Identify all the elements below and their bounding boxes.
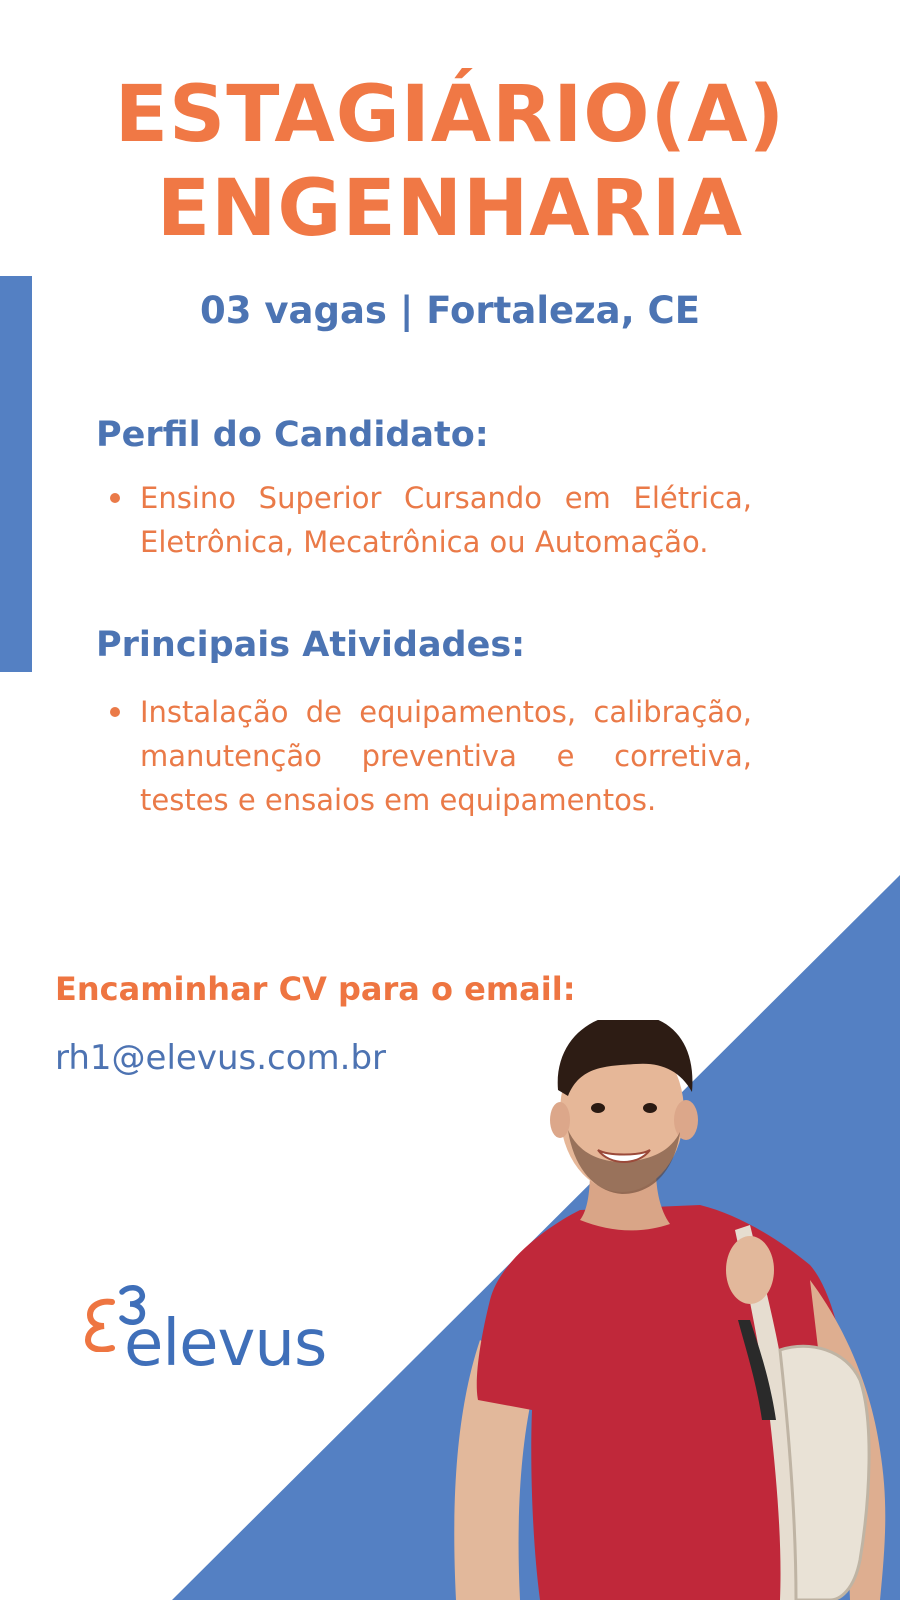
bullet-dot-icon (110, 707, 120, 717)
activities-section-title: Principais Atividades: (96, 625, 526, 665)
send-cv-label: Encaminhar CV para o email: (55, 970, 576, 1008)
elevus-logo (82, 1282, 352, 1402)
activities-list-item (110, 690, 752, 822)
profile-list-item (110, 476, 752, 564)
profile-item-text: Ensino Superior Cursando em Elétrica, Eletrônica, Mecatrônica ou Automação. (140, 481, 752, 559)
student-photo (450, 1020, 900, 1600)
contact-email-link[interactable]: rh1@elevus.com.br (55, 1038, 387, 1078)
profile-section-title: Perfil do Candidato: (96, 415, 489, 455)
headline-line-1: ESTAGIÁRIO(A) (114, 70, 786, 160)
bullet-dot-icon (110, 493, 120, 503)
activities-item-text: Instalação de equipamentos, calibração, manutenção preventiva e corretiva, testes e ensaios em equipamentos. (140, 695, 752, 817)
logo-wordmark: elevus (124, 1307, 327, 1381)
job-location-subtitle: 03 vagas | Fortaleza, CE (200, 289, 700, 332)
headline-line-2: ENGENHARIA (156, 164, 744, 254)
